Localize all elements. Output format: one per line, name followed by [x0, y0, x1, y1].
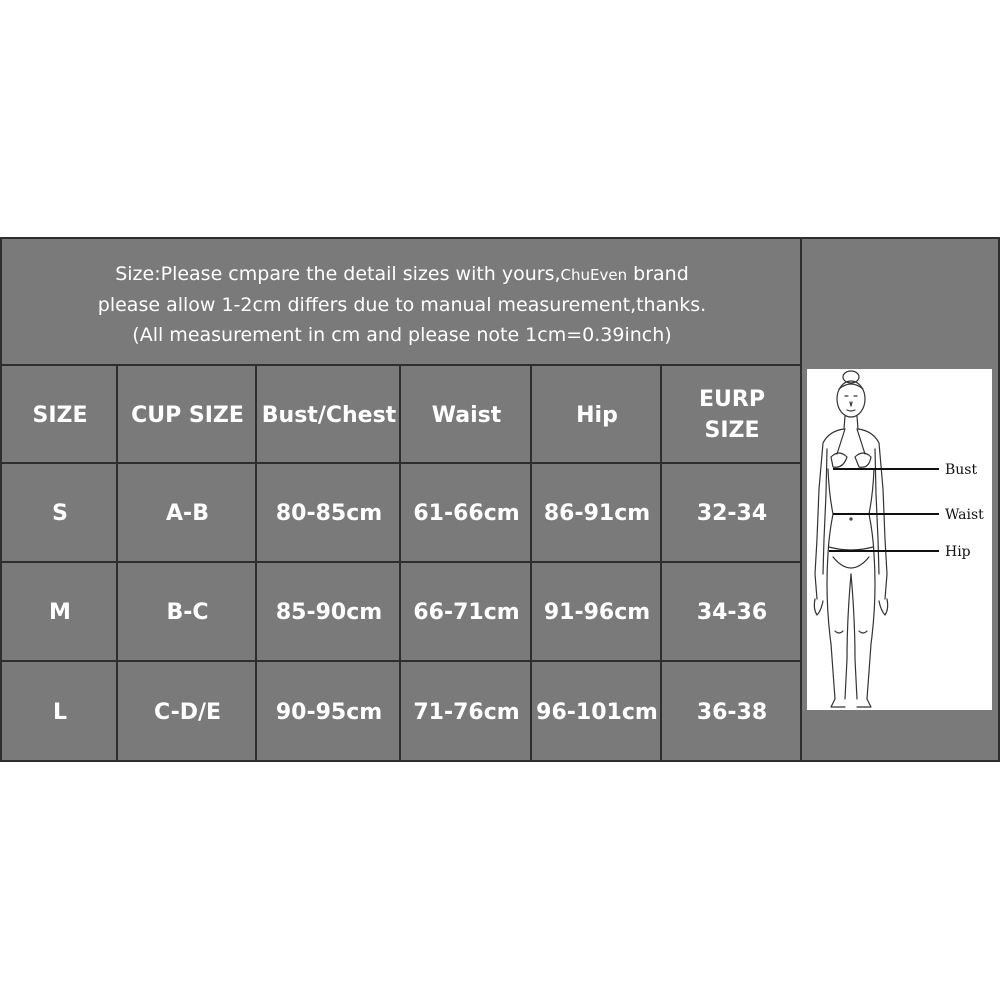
cell-hip-l: 96-101cm [530, 660, 662, 762]
header-eurp-size: EURP SIZE [660, 364, 802, 464]
cell-eurp-l: 36-38 [660, 660, 802, 762]
brand-name: ChuEven [560, 266, 628, 284]
cell-waist-l: 71-76cm [399, 660, 532, 762]
figure-label-waist: Waist [945, 507, 984, 523]
header-size: SIZE [0, 364, 118, 464]
cell-size-s: S [0, 462, 118, 563]
header-cup-size: CUP SIZE [116, 364, 257, 464]
size-note-line-1: Size:Please cmpare the detail sizes with yours,ChuEven brand [115, 263, 689, 285]
cell-eurp-s: 32-34 [660, 462, 802, 563]
cell-eurp-m: 34-36 [660, 561, 802, 662]
cell-waist-m: 66-71cm [399, 561, 532, 662]
header-bust-chest: Bust/Chest [255, 364, 401, 464]
cell-cup-m: B-C [116, 561, 257, 662]
cell-size-l: L [0, 660, 118, 762]
figure-label-bust: Bust [945, 462, 978, 478]
cell-bust-s: 80-85cm [255, 462, 401, 563]
table-bottom-border [0, 760, 1000, 762]
cell-size-m: M [0, 561, 118, 662]
header-hip: Hip [530, 364, 662, 464]
figure-label-hip: Hip [945, 544, 971, 560]
cell-hip-m: 91-96cm [530, 561, 662, 662]
header-waist: Waist [399, 364, 532, 464]
cell-cup-s: A-B [116, 462, 257, 563]
cell-waist-s: 61-66cm [399, 462, 532, 563]
size-note-line-3: (All measurement in cm and please note 1cm=0.39inch) [132, 324, 672, 346]
cell-bust-l: 90-95cm [255, 660, 401, 762]
cell-bust-m: 85-90cm [255, 561, 401, 662]
cell-cup-l: C-D/E [116, 660, 257, 762]
body-outline-icon [807, 369, 992, 710]
size-note-line-2: please allow 1-2cm differs due to manual measurement,thanks. [97, 294, 707, 316]
body-measurement-figure [807, 369, 992, 710]
size-note [0, 237, 802, 366]
cell-hip-s: 86-91cm [530, 462, 662, 563]
